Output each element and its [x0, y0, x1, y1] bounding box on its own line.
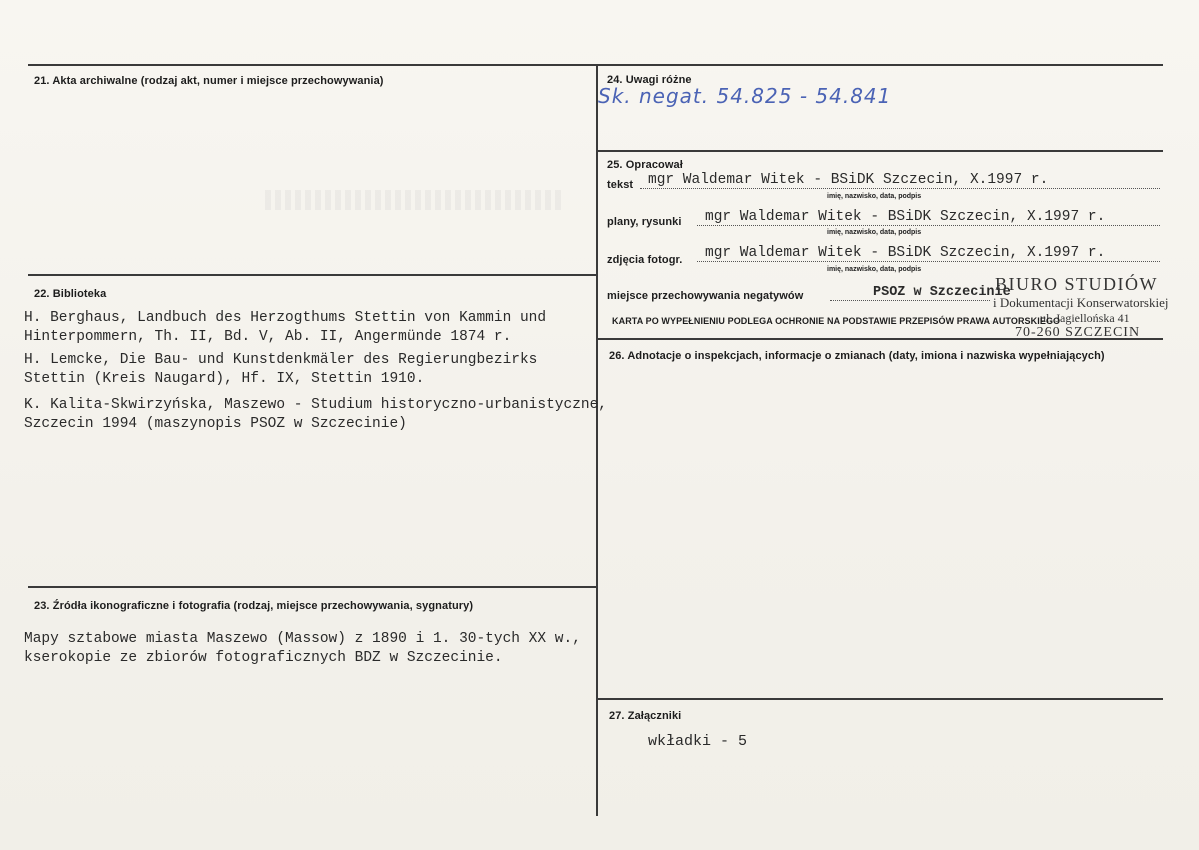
section-25-heading: 25. Opracował: [607, 159, 683, 171]
plans-author-label: plany, rysunki: [607, 216, 682, 228]
iconography-line: Mapy sztabowe miasta Maszewo (Massow) z 1890 i 1. 30-tych XX w.,: [24, 631, 581, 647]
rule-22-23: [28, 586, 597, 588]
negatives-location-label: miejsce przechowywania negatywów: [607, 290, 804, 302]
photos-author-value: mgr Waldemar Witek - BSiDK Szczecin, X.1997 r.: [705, 245, 1106, 261]
plans-author-value: mgr Waldemar Witek - BSiDK Szczecin, X.1997 r.: [705, 209, 1106, 225]
handwritten-negatives-note: Sk. negat. 54.825 - 54.841: [598, 84, 892, 108]
section-24-heading: 24. Uwagi różne: [607, 74, 692, 86]
stamp-line-2: i Dokumentacji Konserwatorskiej: [993, 295, 1169, 310]
text-author-hint: imię, nazwisko, data, podpis: [827, 193, 922, 200]
photos-author-hint: imię, nazwisko, data, podpis: [827, 266, 922, 273]
photos-author-label: zdjęcia fotogr.: [607, 254, 683, 266]
negatives-location-value: PSOZ w Szczecinie: [873, 285, 1011, 300]
section-21-heading: 21. Akta archiwalne (rodzaj akt, numer i miejsce przechowywania): [34, 75, 384, 87]
iconography-line: kserokopie ze zbiorów fotograficznych BDZ w Szczecinie.: [24, 650, 503, 666]
rule-24-25: [597, 150, 1163, 152]
text-author-label: tekst: [607, 179, 634, 191]
attachments-value: wkładki - 5: [648, 733, 748, 750]
bibliography-line: H. Lemcke, Die Bau- und Kunstdenkmäler des Regierungbezirks: [24, 352, 538, 368]
negatives-location-line: [830, 300, 990, 301]
plans-author-hint: imię, nazwisko, data, podpis: [827, 229, 922, 236]
bleed-through-marks: [265, 190, 565, 210]
rule-26-27: [597, 698, 1163, 700]
center-divider: [596, 64, 598, 816]
text-author-value: mgr Waldemar Witek - BSiDK Szczecin, X.1997 r.: [648, 172, 1049, 188]
stamp-line-4: 70-260 SZCZECIN: [1015, 325, 1141, 340]
section-23-heading: 23. Źródła ikonograficzne i fotografia (rodzaj, miejsce przechowywania, sygnatury): [34, 600, 474, 612]
stamp-line-1: BIURO STUDIÓW: [995, 274, 1158, 294]
bibliography-line: H. Berghaus, Landbuch des Herzogthums Stettin von Kammin und: [24, 310, 547, 326]
bibliography-line: K. Kalita-Skwirzyńska, Maszewo - Studium historyczno-urbanistyczne,: [24, 397, 607, 413]
stamp-line-3: ul. Jagiellońska 41: [1040, 311, 1130, 325]
bibliography-line: Hinterpommern, Th. II, Bd. V, Ab. II, Angermünde 1874 r.: [24, 329, 512, 345]
copyright-protection-note: KARTA PO WYPEŁNIENIU PODLEGA OCHRONIE NA PODSTAWIE PRZEPISÓW PRAWA AUTORSKIEGO: [612, 316, 1061, 326]
bibliography-line: Stettin (Kreis Naugard), Hf. IX, Stettin 1910.: [24, 371, 425, 387]
section-22-heading: 22. Biblioteka: [34, 288, 107, 300]
rule-21-22: [28, 274, 597, 276]
bibliography-line: Szczecin 1994 (maszynopis PSOZ w Szczecinie): [24, 416, 407, 432]
section-27-heading: 27. Załączniki: [609, 710, 682, 722]
section-26-heading: 26. Adnotacje o inspekcjach, informacje o zmianach (daty, imiona i nazwiska wypełniających): [609, 350, 1105, 362]
